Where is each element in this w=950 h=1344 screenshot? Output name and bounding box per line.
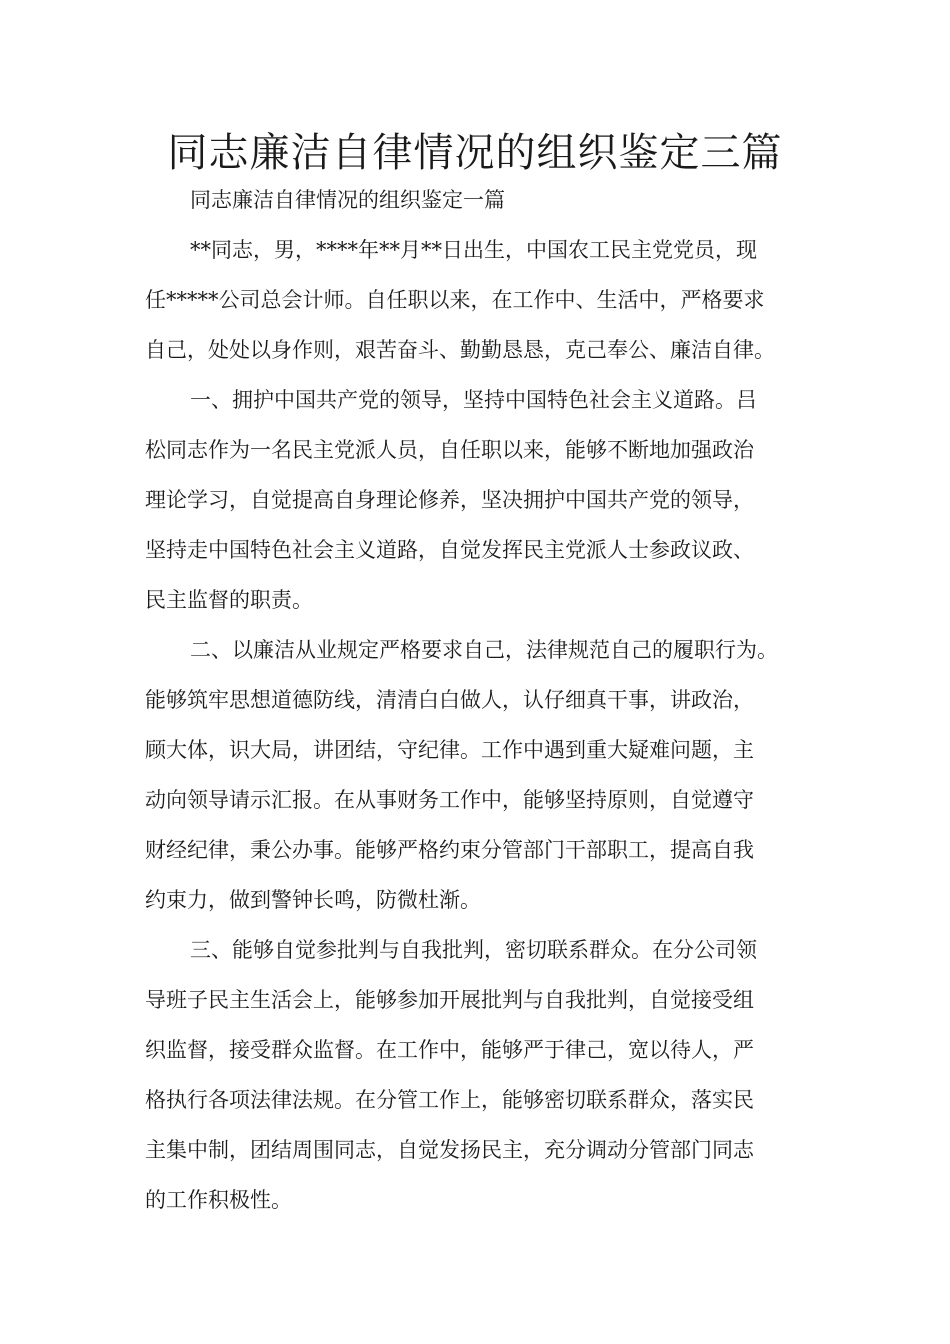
body-line-17: 织监督，接受群众监督。在工作中，能够严于律己，宽以待人，严 [145, 1038, 754, 1062]
body-line-14: 约束力，做到警钟长鸣，防微杜渐。 [145, 888, 481, 912]
body-line-4: 一、拥护中国共产党的领导，坚持中国特色社会主义道路。吕 [190, 388, 757, 412]
body-line-7: 坚持走中国特色社会主义道路，自觉发挥民主党派人士参政议政、 [145, 538, 754, 562]
body-line-16: 导班子民主生活会上，能够参加开展批判与自我批判，自觉接受组 [145, 988, 754, 1012]
body-line-9: 二、以廉洁从业规定严格要求自己，法律规范自己的履职行为。 [190, 638, 778, 662]
body-line-19: 主集中制，团结周围同志，自觉发扬民主，充分调动分管部门同志 [145, 1138, 754, 1162]
body-line-12: 动向领导请示汇报。在从事财务工作中，能够坚持原则，自觉遵守 [145, 788, 754, 812]
document-title: 同志廉洁自律情况的组织鉴定三篇 [167, 130, 783, 176]
body-line-15: 三、能够自觉参批判与自我批判，密切联系群众。在分公司领 [190, 938, 757, 962]
body-line-11: 顾大体，识大局，讲团结，守纪律。工作中遇到重大疑难问题，主 [145, 738, 754, 762]
body-line-8: 民主监督的职责。 [145, 588, 313, 612]
body-line-3: 自己，处处以身作则，艰苦奋斗、勤勤恳恳，克己奉公、廉洁自律。 [145, 338, 775, 362]
body-line-2: 任*****公司总会计师。自任职以来，在工作中、生活中，严格要求 [145, 288, 765, 312]
document-subtitle: 同志廉洁自律情况的组织鉴定一篇 [190, 188, 505, 212]
body-line-10: 能够筑牢思想道德防线，清清白白做人，认仔细真干事，讲政治， [145, 688, 754, 712]
body-line-5: 松同志作为一名民主党派人员，自任职以来，能够不断地加强政治 [145, 438, 754, 462]
body-line-20: 的工作积极性。 [145, 1188, 292, 1212]
body-line-13: 财经纪律，秉公办事。能够严格约束分管部门干部职工，提高自我 [145, 838, 754, 862]
body-line-18: 格执行各项法律法规。在分管工作上，能够密切联系群众，落实民 [145, 1088, 754, 1112]
body-line-1: **同志，男，****年**月**日出生，中国农工民主党党员，现 [190, 238, 757, 262]
body-line-6: 理论学习，自觉提高自身理论修养，坚决拥护中国共产党的领导， [145, 488, 754, 512]
